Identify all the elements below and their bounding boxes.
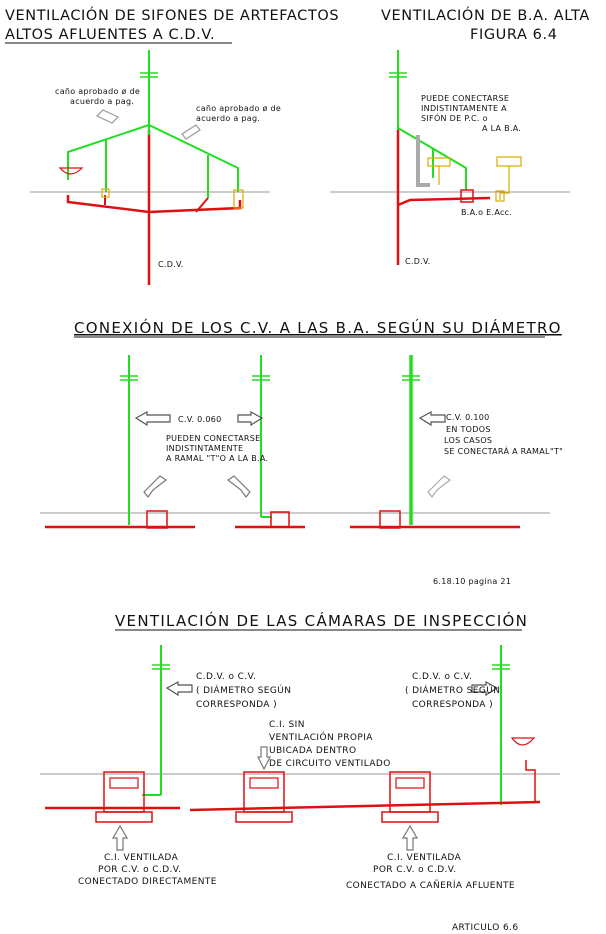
s2-note-b2: LOS CASOS [444,436,493,445]
d2-ba-label: B.A.o E.Acc. [461,208,513,217]
arrow-diag-right [428,476,450,497]
d2-cdv-label: C.D.V. [405,257,431,266]
arrow-diag-mid [228,476,250,497]
s2-note-3: A RAMAL "T"O A LA B.A. [166,454,269,463]
d1-label-right-1: caño aprobado ø de [196,104,282,113]
sink-drain-right [526,760,535,803]
chamber-mid [236,772,292,822]
d2-note-4: A LA B.A. [482,124,522,133]
vent-branch-left [68,125,149,180]
s3-right-note-1: C.D.V. o C.V. [412,672,473,682]
ba-mid [271,512,289,527]
article-label: ARTICULO 6.6 [452,923,519,933]
s3-ci-left-1: C.I. VENTILADA [104,853,179,863]
chamber-right [382,772,438,822]
s3-left-note-3: CORRESPONDA ) [196,700,278,710]
s3-left-note-2: ( DIÁMETRO SEGÚN [196,686,292,696]
s3-right-note-2: ( DIÁMETRO SEGÚN [405,686,501,696]
d1-label-right-2: acuerdo a pag. [196,114,261,123]
section2-title: CONEXIÓN DE LOS C.V. A LAS B.A. SEGÚN SU DIÁMETRO [74,319,562,337]
s2-note-b1: EN TODOS [446,425,491,434]
sink-fixture [60,168,82,174]
arrow-ci-bottom-right [403,826,417,850]
s3-mid-note-1: C.I. SIN [269,720,305,730]
arrow-left-cv [136,412,170,425]
sink-right [512,738,534,745]
s3-mid-note-4: DE CIRCUITO VENTILADO [269,759,391,769]
ba-right [380,511,400,528]
drain-ci-main [190,802,540,810]
d1-label-left-2: acuerdo a pag. [70,97,135,106]
d2-note-3: SIFÓN DE P.C. o [421,114,488,123]
chamber-left [96,772,152,822]
header-right-line1: VENTILACIÓN DE B.A. ALTA [381,8,590,24]
page-ref: 6.18.10 pagina 21 [433,577,512,586]
s3-left-note-1: C.D.V. o C.V. [196,672,257,682]
s2-note-1: PUEDEN CONECTARSE [166,434,261,443]
diagram-sifones-artefactos [30,50,281,285]
arrow-right-pipe [182,125,200,139]
s3-mid-note-2: VENTILACIÓN PROPIA [269,733,373,743]
s2-note-b3-t: "T" [550,447,564,456]
section3-title: VENTILACIÓN DE LAS CÁMARAS DE INSPECCIÓN [115,612,529,630]
s2-note-b3: SE CONECTARÁ A RAMAL [444,447,550,456]
arrow-diag-left [144,476,166,497]
vent-branch-right [149,125,238,192]
arrow-cv100 [420,412,445,425]
ba-left [147,511,167,528]
cv060-label: C.V. 0.060 [178,415,222,424]
diagram-ba-alta [330,50,570,266]
sink-2 [428,158,450,166]
s3-right-note-3: CORRESPONDA ) [412,700,494,710]
d1-label-left-1: caño aprobado ø de [55,87,141,96]
arrow-left-pipe [97,110,118,123]
header-right-line2: FIGURA 6.4 [470,27,558,43]
drain-right [149,200,240,212]
fixture-right [497,157,521,166]
trap-fixture-2 [234,190,243,208]
arrow-ci-bottom-left [113,826,127,850]
s3-ci-right-1: C.I. VENTILADA [387,853,462,863]
header-left-line1: VENTILACIÓN DE SIFONES DE ARTEFACTOS [5,8,340,24]
s3-ci-left-3: CONECTADO DIRECTAMENTE [78,877,217,887]
s3-ci-left-2: POR C.V. o C.D.V. [98,865,182,875]
d2-note-1: PUEDE CONECTARSE [421,94,510,103]
header-left-line2: ALTOS AFLUENTES A C.D.V. [5,27,216,43]
arrow-ci-left [167,682,192,695]
s3-ci-right-3: CONECTADO A CAÑERÍA AFLUENTE [346,881,515,891]
diagram-camaras [40,645,560,933]
s3-ci-right-2: POR C.V. o C.D.V. [373,865,457,875]
drain-2 [398,198,490,205]
d1-cdv-label: C.D.V. [158,260,184,269]
s3-mid-note-3: UBICADA DENTRO [269,746,357,756]
cv100-label: C.V. 0.100 [446,413,490,422]
s2-note-2: INDISTINTAMENTE [166,444,244,453]
d2-note-2: INDISTINTAMENTE A [421,104,507,113]
arrow-right-cv [238,412,262,425]
diagram-cv-ba [40,355,563,586]
